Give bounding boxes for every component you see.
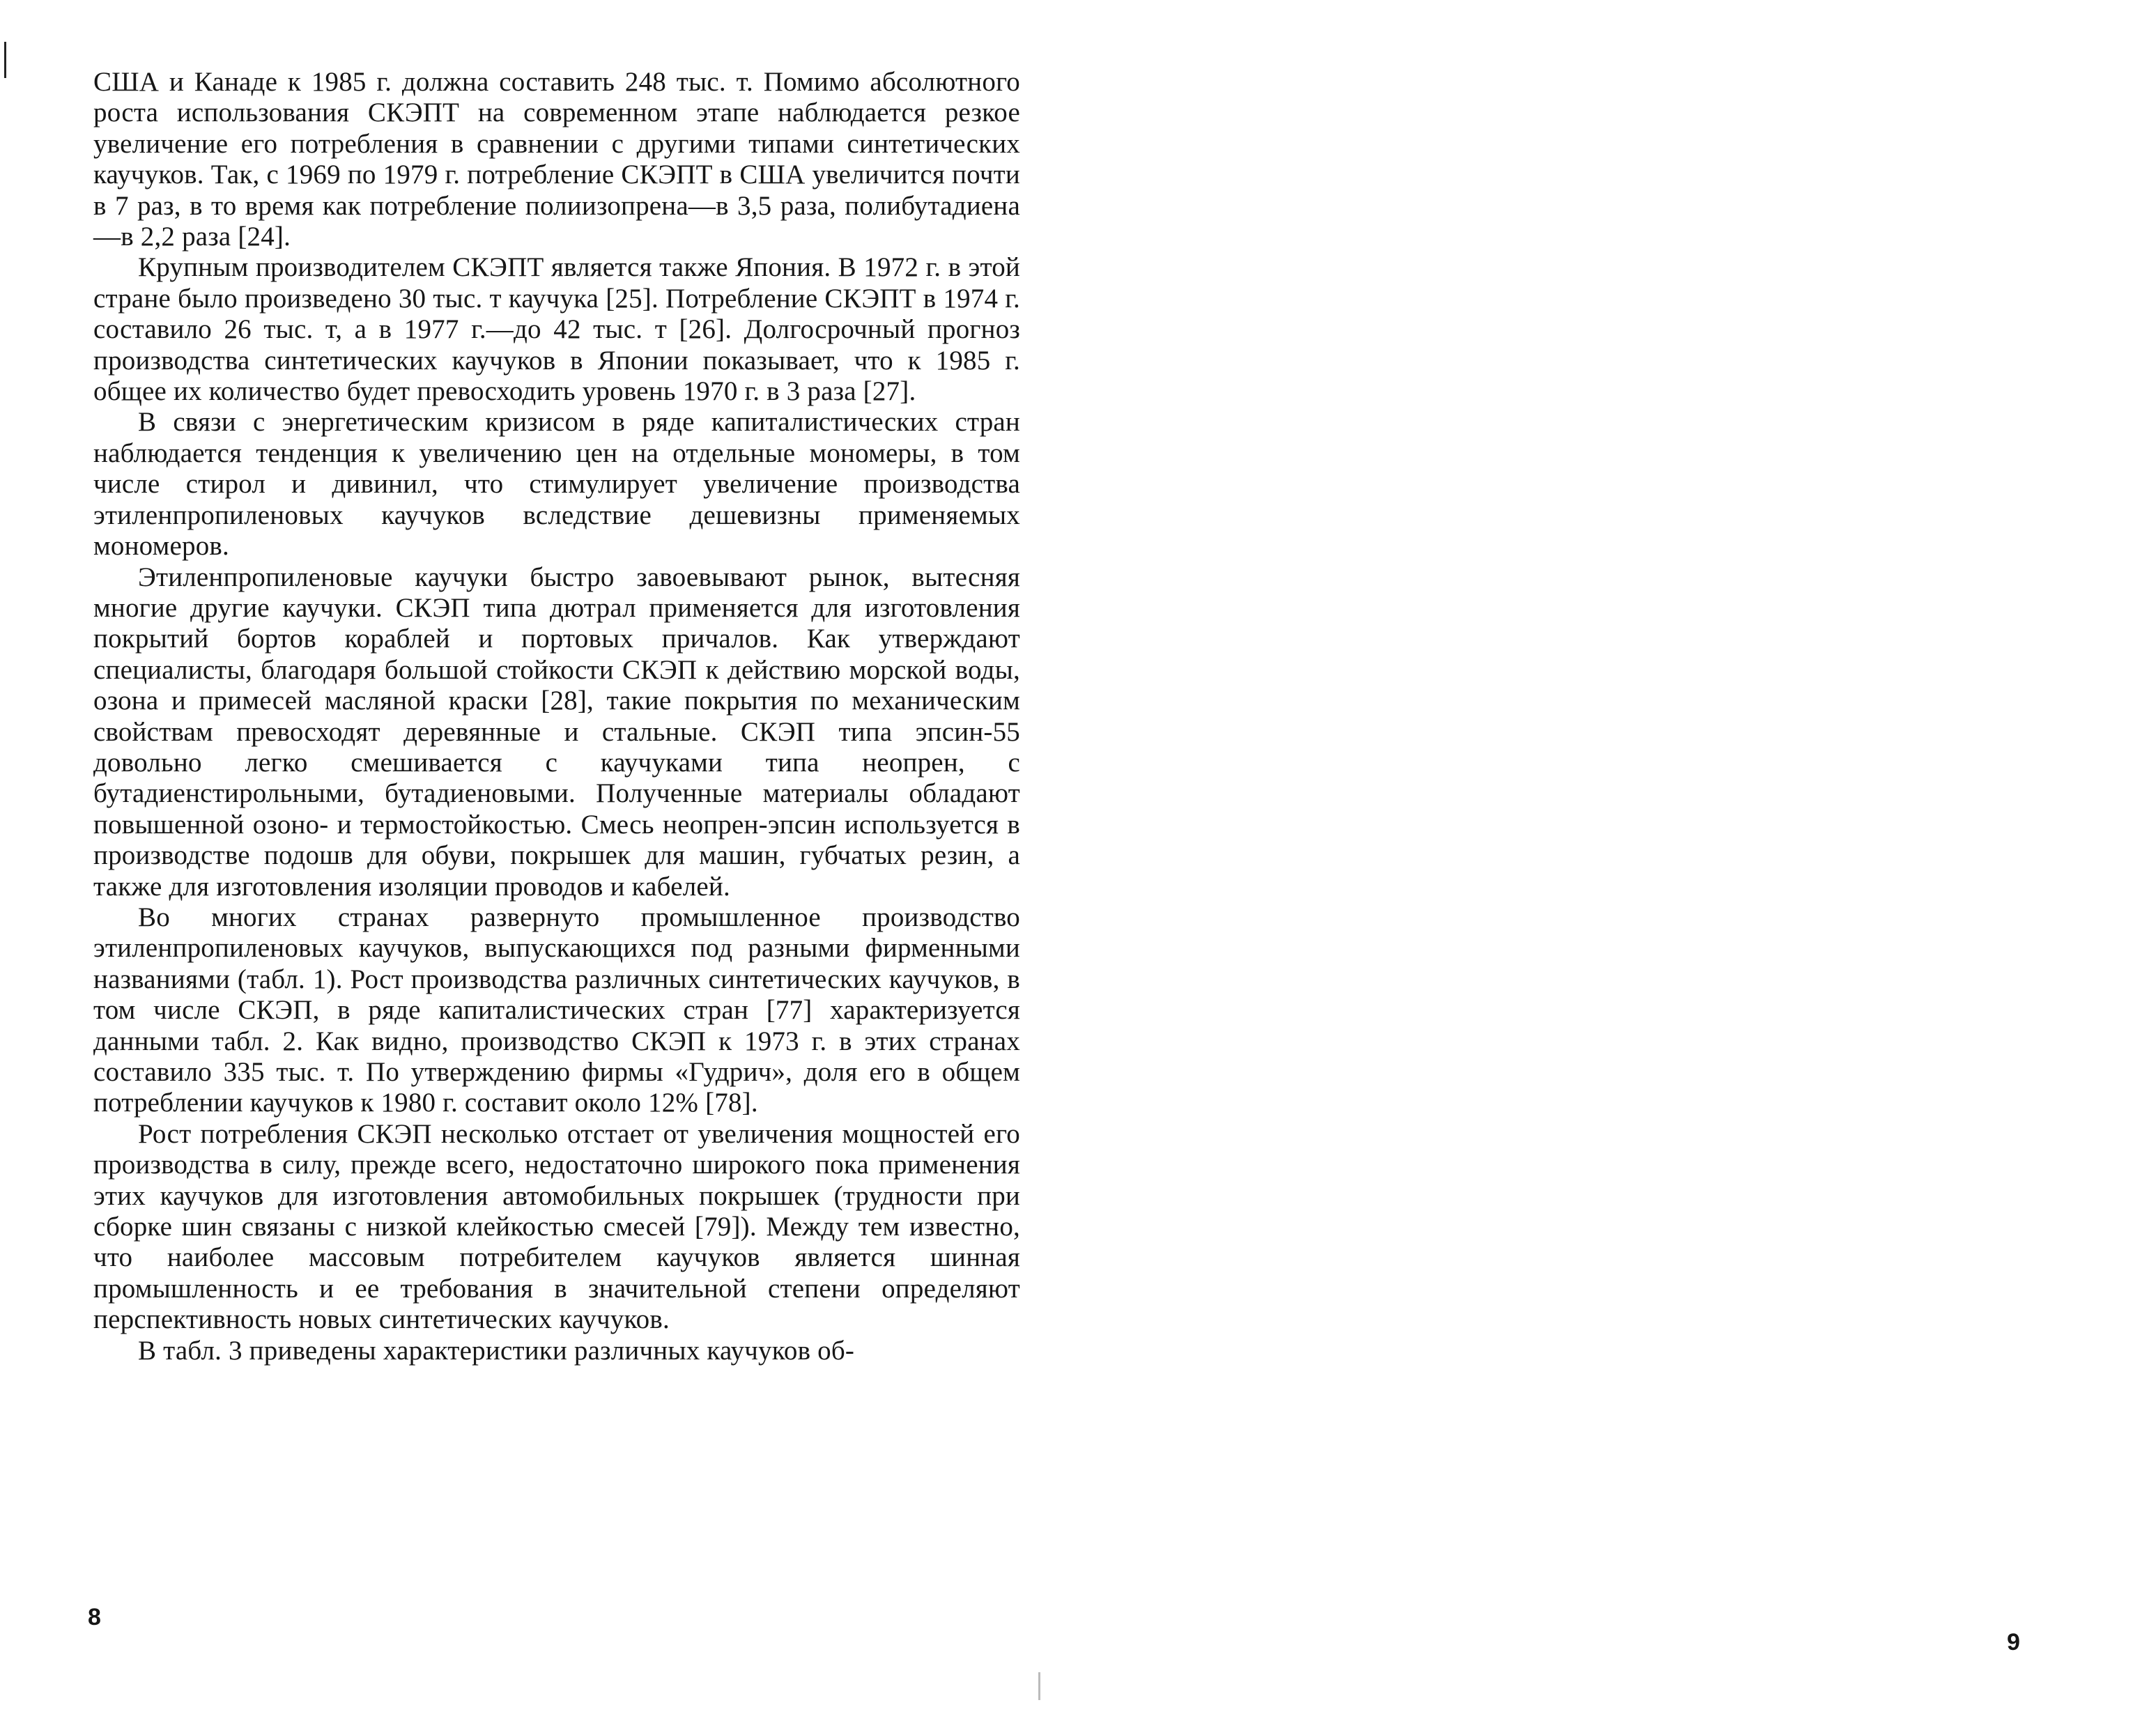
paragraph-1: США и Канаде к 1985 г. должна составить 248 тыс. т. Помимо абсолютного роста использования СКЭПТ на современном этапе наблюдается резкое увеличение его потребления в сравнении с другими типами синтетических каучуков. Так, с 1969 по 1979 г. потребление СКЭПТ в США увеличится почти в 7 раз, в то время как потребление полиизопрена—в 3,5 раза, полибутадиена—в 2,2 раза [24]. xyxy=(93,67,1020,252)
paragraph-7: В табл. 3 приведены характеристики различных каучуков об- xyxy=(138,1335,855,1366)
right-page xyxy=(1078,0,2156,1721)
body-text xyxy=(93,67,1020,1366)
page-number-left: 8 xyxy=(88,1604,101,1630)
paragraph-6: Рост потребления СКЭП несколько отстает от увеличения мощностей его производства в силу, прежде всего, недостаточно широкого пока применения этих каучуков для изготовления автомобильных покрышек (трудности при сборке шин связаны с низкой клейкостью смесей [79]). Между тем известно, что наиболее массовым потребителем каучуков является шинная промышленность и ее требования в значительной степени определяют перспективность новых синтетических каучуков. xyxy=(93,1118,1020,1335)
page-number-right: 9 xyxy=(2007,1629,2020,1656)
gutter-mark xyxy=(1038,1672,1040,1700)
paragraph-2: Крупным производителем СКЭПТ является также Япония. В 1972 г. в этой стране было произведено 30 тыс. т каучука [25]. Потребление СКЭПТ в 1974 г. составило 26 тыс. т, а в 1977 г.—до 42 тыс. т [26]. Долгосрочный прогноз производства синтетических каучуков в Японии показывает, что к 1985 г. общее их количество будет превосходить уровень 1970 г. в 3 раза [27]. xyxy=(93,252,1020,407)
paragraph-5: Во многих странах развернуто промышленное производство этиленпропиленовых каучуков, выпускающихся под разными фирменными названиями (табл. 1). Рост производства различных синтетических каучуков, в том числе СКЭП, в ряде капиталистических стран [77] характеризуется данными табл. 2. Как видно, производство СКЭП к 1973 г. в этих странах составило 335 тыс. т. По утверждению фирмы «Гудрич», доля его в общем потреблении каучуков к 1980 г. составит около 12% [78]. xyxy=(93,902,1020,1118)
scan-edge-mark xyxy=(4,42,6,78)
paragraph-3: В связи с энергетическим кризисом в ряде капиталистических стран наблюдается тенденция к увеличению цен на отдельные мономеры, в том числе стирол и дивинил, что стимулирует увеличение производства этиленпропиленовых каучуков вследствие дешевизны применяемых мономеров. xyxy=(93,407,1020,562)
paragraph-4: Этиленпропиленовые каучуки быстро завоевывают рынок, вытесняя многие другие каучуки. СКЭП типа дютрал применяется для изготовления покрытий бортов кораблей и портовых причалов. Как утверждают специалисты, благодаря большой стойкости СКЭП к действию морской воды, озона и примесей масляной краски [28], такие покрытия по механическим свойствам превосходят деревянные и стальные. СКЭП типа эпсин-55 довольно легко смешивается с каучуками типа неопрен, с бутадиенстирольными, бутадиеновыми. Полученные материалы обладают повышенной озоно- и термостойкостью. Смесь неопрен-эпсин используется в производстве подошв для обуви, покрышек для машин, губчатых резин, а также для изготовления изоляции проводов и кабелей. xyxy=(93,562,1020,902)
